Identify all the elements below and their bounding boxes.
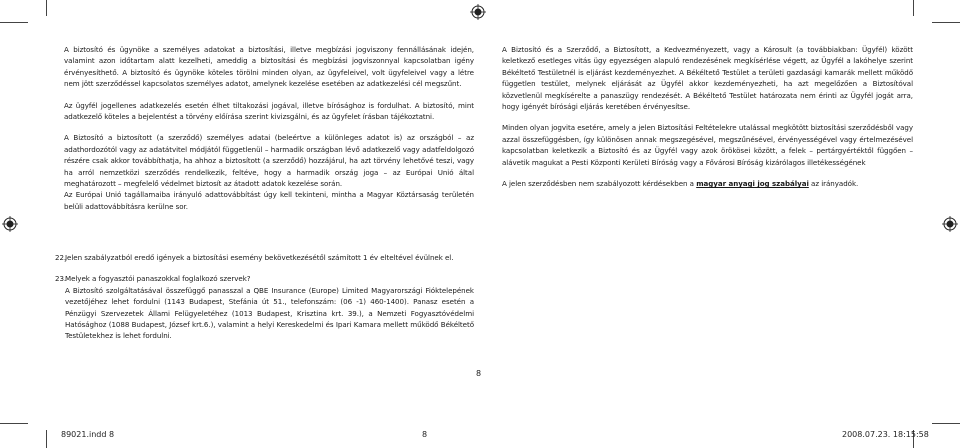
registration-mark-icon	[942, 216, 958, 232]
paragraph: A biztosító és ügynöke a személyes adatokat a biztosítási, illetve megbízási jogviszony fennállásának idején, valamint azon időtartam alatt kezelheti, ameddig a biztosítási és megbízási jogviszonnyal kapcsolatban igény érvényesíthető. A biztosító és ügynöke köteles törölni minden olyan, az ügyfeleivel, volt ügyfeleivel vagy a létre nem jött szerződéssel kapcsolatos személyes adatot, amelynek kezelése esetében az adatkezelési cél megszűnt.	[64, 45, 474, 89]
paragraph	[502, 178, 913, 189]
registration-mark-icon	[2, 216, 18, 232]
emphasized-text: magyar anyagi jog szabályai	[696, 179, 809, 189]
page-number: 8	[476, 369, 482, 378]
trim-mark	[932, 423, 960, 424]
paragraph: Minden olyan jogvita esetére, amely a jelen Biztosítási Feltételekre utalással megkötött biztosítási szerződésből vagy azzal összefüggésben, így különösen annak megszegésével, megszűnésével, érvényességével vagy értelmezésével kapcsolatban keletkezik a Biztosító és az Ügyfél vagy azok örökösei között, a felek – pertárgyértéktől függően – alávetik magukat a Pesti Központi Kerületi Bíróság vagy a Fővárosi Bíróság kizárólagos illetékességének	[502, 123, 913, 167]
text-run: az irányadók.	[808, 179, 859, 189]
section-number: 22.	[55, 253, 67, 262]
numbered-sections	[55, 252, 474, 342]
registration-mark-icon	[470, 4, 486, 20]
trim-mark	[932, 22, 960, 23]
text-run: A jelen szerződésben nem szabályozott kérdésekben a	[502, 179, 697, 189]
left-column	[64, 44, 474, 212]
footer-filename: 89021.indd 8	[61, 430, 115, 439]
paragraph: Az Európai Unió tagállamaiba irányuló adattovábbítást úgy kell tekinteni, mintha a Magyar Köztársaság területén belüli adattovábbításra kerülne sor.	[64, 190, 474, 211]
paragraph: A Biztosító a biztosított (a szerződő) személyes adatai (beleértve a különleges adatot is) az országból – az adathordozótól vagy az adatátvitel módjától függetlenül – harmadik országban lévő adatkezelő vagy adatfeldolgozó részére csak akkor továbbíthatja, ha ahhoz a biztosított (a szerződő) hozzájárul, ha azt törvény lehetővé teszi, vagy ha arról nemzetközi szerződés rendelkezik, feltéve, hogy a harmadik ország joga – az Európai Unió által meghatározott – megfelelő védelmet biztosít az átadott adatok kezelése során.	[64, 133, 474, 189]
section-text: A Biztosító szolgáltatásával összefüggő panasszal a QBE Insurance (Europe) Limited Magyarországi Fióktelepének vezetőjéhez lehet fordulni (1143 Budapest, Stefánia út 51., telefonszám: (06 -1) 460-1400). Panasz esetén a Pénzügyi Szervezetek Állami Felügyeletéhez (1013 Budapest, Krisztina krt. 39.), a Nemzeti Fogyasztóvédelmi Hatósághoz (1088 Budapest, József krt.6.), valamint a helyi Kereskedelmi és Ipari Kamara mellett működő Békéltető Testületekhez is lehet fordulni.	[65, 285, 474, 341]
paragraph: A Biztosító és a Szerződő, a Biztosított, a Kedvezményezett, vagy a Károsult (a továbbiakban: Ügyfél) között keletkező esetleges vitás ügy egyezségen alapuló rendezésének megkísérlése végett, az Ügyfél a lakóhelye szerint Békéltető Testületnél is eljárást kezdeményezhet. A Békéltető Testület a területi gazdasági kamarák mellett működő független testület, melynek eljárását az Ügyfél akkor kezdeményezheti, ha azt megelőzően a Biztosítóval közvetlenül megkísérelte a panaszügy rendezését. A Békéltető Testület határozata nem érinti az Ügyfél jogát arra, hogy igényét bírósági eljárás keretében érvényesítse.	[502, 45, 913, 112]
section-heading: Melyek a fogyasztói panaszokkal foglalkozó szervek?	[65, 274, 251, 284]
section-23	[55, 273, 474, 341]
footer-timestamp: 2008.07.23. 18:15:58	[842, 430, 929, 439]
section-22	[55, 252, 474, 263]
trim-mark	[0, 22, 28, 23]
section-number: 23.	[55, 274, 67, 284]
footer-page: 8	[422, 430, 428, 439]
trim-mark	[46, 0, 47, 16]
trim-mark	[46, 430, 47, 448]
trim-mark	[913, 0, 914, 16]
paragraph: Az ügyfél jogellenes adatkezelés esetén élhet tiltakozási jogával, illetve bírósághoz is fordulhat. A biztosító, mint adatkezelő köteles a bejelentést a törvény előírása szerint kivizsgálni, és az ügyfelet írásban tájékoztatni.	[64, 100, 474, 122]
section-text: Jelen szabályzatból eredő igények a biztosítási esemény bekövetkezésétől számított 1 év elteltével évülnek el.	[65, 253, 454, 262]
right-column	[502, 44, 913, 189]
trim-mark	[0, 423, 28, 424]
